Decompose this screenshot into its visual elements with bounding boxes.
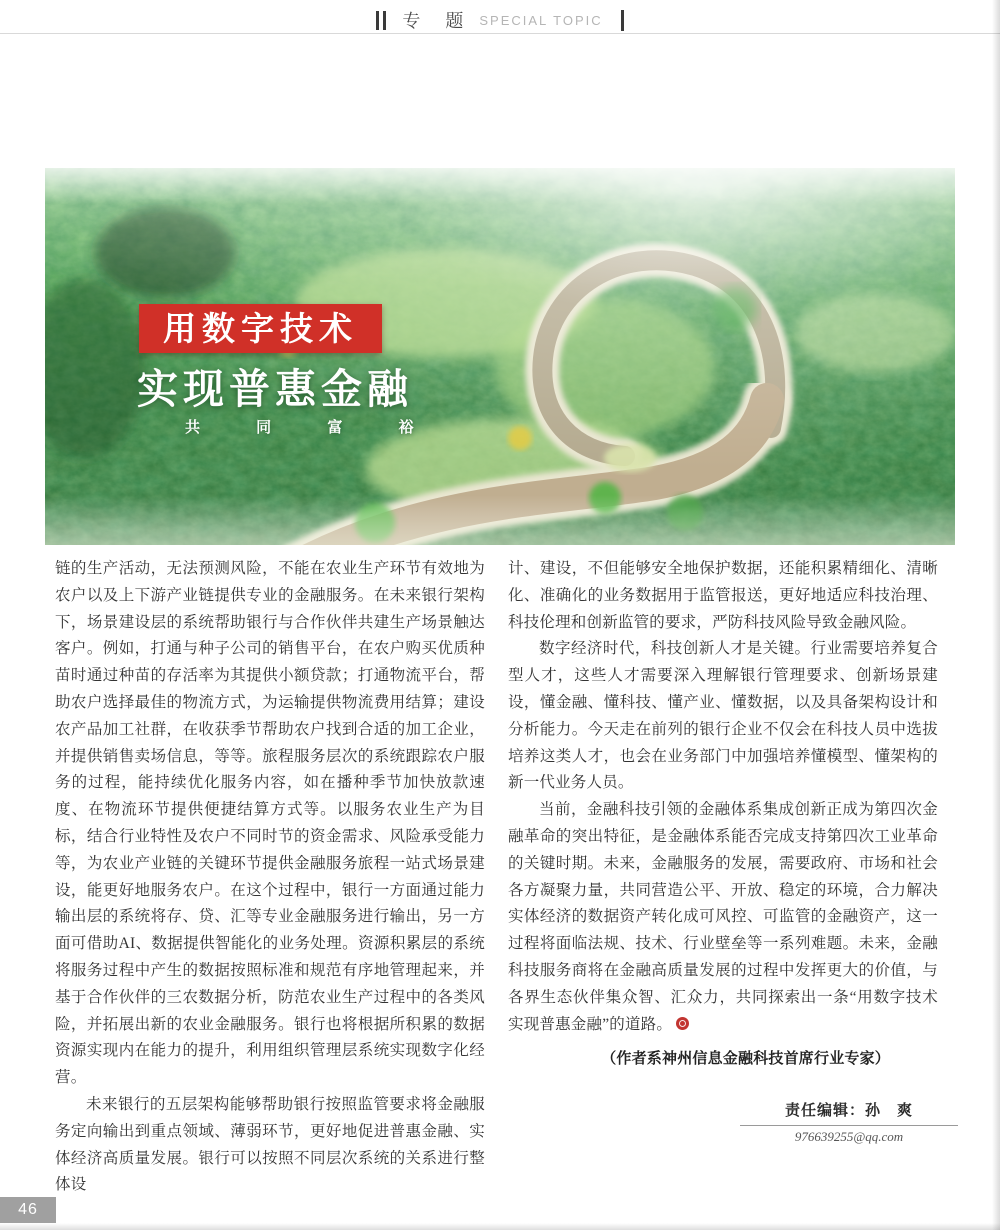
page-edge-bottom xyxy=(0,1223,1000,1230)
section-title-en: SPECIAL TOPIC xyxy=(479,12,603,28)
hero-title: 实现普惠金融 xyxy=(137,366,413,412)
paragraph: 未来银行的五层架构能够帮助银行按照监管要求将金融服务定向输出到重点领域、薄弱环节，更好地促进普惠金融、实体经济高质量发展。银行可以按照不同层次系统的关系进行整体设 xyxy=(55,1095,485,1194)
hero-badge: 用数字技术 xyxy=(139,304,382,353)
header-divider xyxy=(0,33,1000,34)
paragraph: 计、建设，不但能够安全地保护数据，还能积累精细化、清晰化、准确化的业务数据用于监管报送，更好地适应科技治理、科技伦理和创新监管的要求，严防科技风险导致金融风险。 xyxy=(508,560,938,631)
editor-block xyxy=(740,1099,958,1145)
article-right-column xyxy=(508,556,938,1073)
page-header xyxy=(0,6,1000,34)
editor-email: 976639255@qq.com xyxy=(794,1129,904,1144)
double-bar-icon xyxy=(376,11,379,30)
paragraph-text: 当前，金融科技引领的金融体系集成创新正成为第四次金融革命的突出特征，是金融体系能否完成支持第四次工业革命的关键时期。未来，金融服务的发展，需要政府、市场和社会各方凝聚力量，共同营造公平、开放、稳定的环境，合力解决实体经济的数据资产转化成可风控、可监管的金融资产，这一过程将面临法规、技术、行业壁垒等一系列难题。未来，金融科技服务商将在金融高质量发展的过程中发挥更大的价值，与各界生态伙伴集众智、汇众力，共同探索出一条“用数字技术实现普惠金融”的道路。 xyxy=(508,801,938,1033)
hero-image xyxy=(45,168,955,545)
section-title-cn: 专 题 xyxy=(402,11,474,31)
hero-subtitle: 共 同 富 裕 xyxy=(185,419,440,436)
paragraph: 数字经济时代，科技创新人才是关键。行业需要培养复合型人才，这些人才需要深入理解银行管理要求、创新场景建设，懂金融、懂科技、懂产业、懂数据，以及具备架构设计和分析能力。今天走在前列的银行企业不仅会在科技人员中选拔培养这类人才，也会在业务部门中加强培养懂模型、懂架构的新一代业务人员。 xyxy=(508,640,938,792)
double-bar-icon xyxy=(383,11,386,30)
page-number: 46 xyxy=(0,1197,56,1223)
editor-label: 责任编辑：孙 爽 xyxy=(740,1099,958,1126)
paragraph xyxy=(508,797,938,1038)
article-left-column xyxy=(55,556,485,1199)
page-edge-right xyxy=(992,0,1000,1230)
single-bar-icon xyxy=(621,10,624,31)
paragraph: 链的生产活动，无法预测风险，不能在农业生产环节有效地为农户以及上下游产业链提供专业的金融服务。在未来银行架构下，场景建设层的系统帮助银行与合作伙伴共建生产场景触达客户。例如，打通与种子公司的销售平台，在农户购买优质种苗时通过种苗的存活率为其提供小额贷款；打通物流平台，帮助农户选择最佳的物流方式，为运输提供物流费用结算；建设农产品加工社群，在收获季节帮助农户找到合适的加工企业，并提供销售卖场信息，等等。旅程服务层次的系统跟踪农户服务的过程，能持续优化服务内容，如在播种季节加快放款速度、在物流环节提供便捷结算方式等。以服务农业生产为目标，结合行业特性及农户不同时节的资金需求、风险承受能力等，为农业产业链的关键环节提供金融服务旅程一站式场景建设，能更好地服务农户。在这个过程中，银行一方面通过能力输出层的系统将存、贷、汇等专业金融服务进行输出，另一方面可借助AI、数据提供智能化的业务处理。资源积累层的系统将服务过程中产生的数据按照标准和规范有序地管理起来，并基于合作伙伴的三农数据分析，防范农业生产过程中的各类风险，并拓展出新的农业金融服务。银行也将根据所积累的数据资源实现内在能力的提升，利用组织管理层系统实现数字化经营。 xyxy=(55,560,485,1087)
article-end-seal-icon xyxy=(676,1017,689,1030)
author-note: （作者系神州信息金融科技首席行业专家） xyxy=(601,1050,890,1068)
